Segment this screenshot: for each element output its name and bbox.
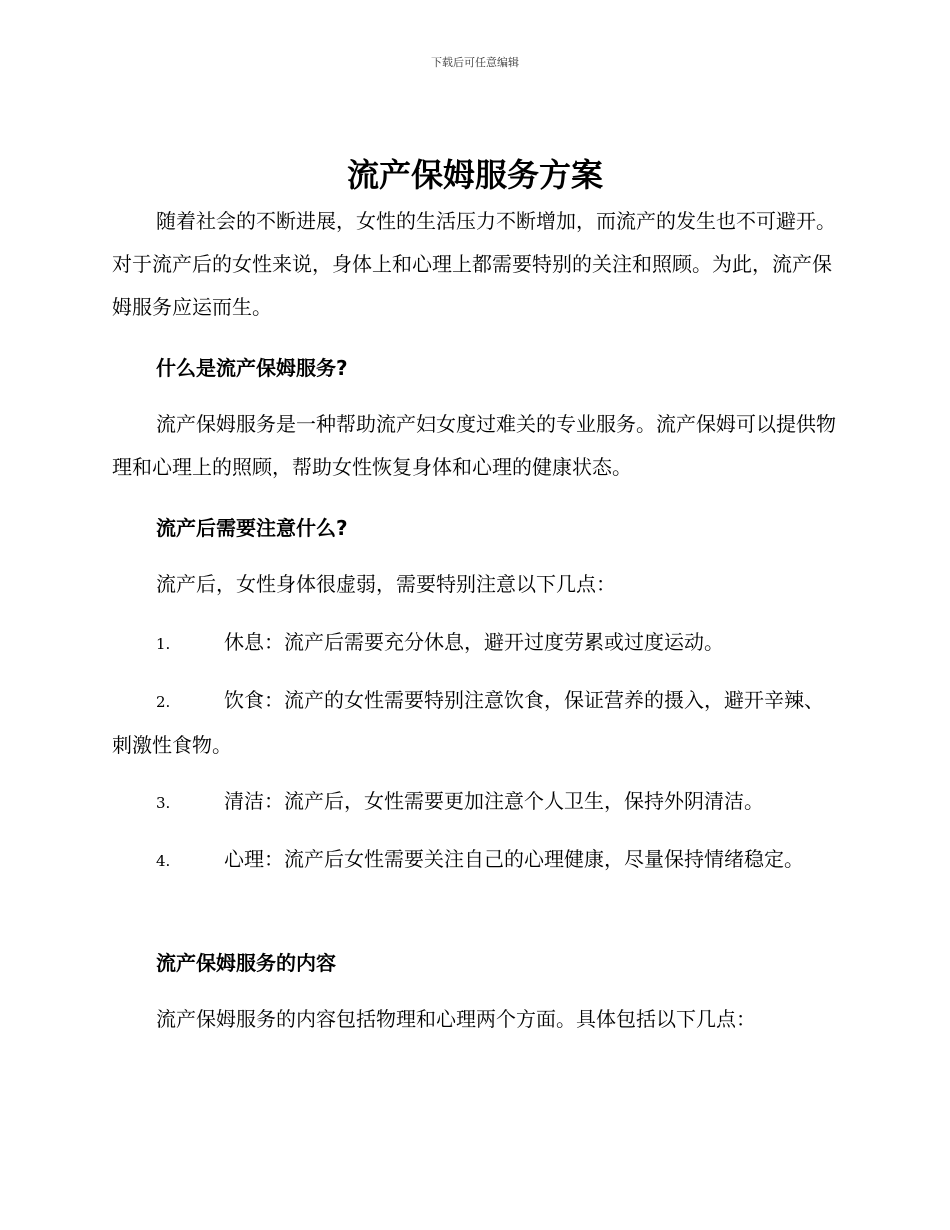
section-heading-precautions: 流产后需要注意什么? xyxy=(156,516,348,540)
intro-paragraph: 随着社会的不断进展，女性的生活压力不断增加，而流产的发生也不可避开。对于流产后的女性来说，身体上和心理上都需要特别的关注和照顾。为此，流产保姆服务应运而生。 xyxy=(112,209,836,319)
list-item xyxy=(112,679,838,767)
section1-paragraph: 流产保姆服务是一种帮助流产妇女度过难关的专业服务。流产保姆可以提供物理和心理上的照顾，帮助女性恢复身体和心理的健康状态。 xyxy=(112,412,836,479)
list-text: 饮食：流产的女性需要特别注意饮食，保证营养的摄入，避开辛辣、刺激性食物。 xyxy=(112,688,824,757)
list-number: 4. xyxy=(156,852,171,870)
list-item xyxy=(112,780,838,825)
document-title: 流产保姆服务方案 xyxy=(346,156,603,194)
list-text: 心理：流产后女性需要关注自己的心理健康，尽量保持情绪稳定。 xyxy=(224,847,804,871)
list-number: 2. xyxy=(156,693,171,711)
list-text: 清洁：流产后，女性需要更加注意个人卫生，保持外阴清洁。 xyxy=(224,789,764,813)
list-number: 1. xyxy=(156,635,171,653)
section-heading-service-content: 流产保姆服务的内容 xyxy=(156,951,336,975)
list-item xyxy=(112,838,838,883)
section3-paragraph: 流产保姆服务的内容包括物理和心理两个方面。具体包括以下几点： xyxy=(156,1007,756,1031)
list-number: 3. xyxy=(156,794,171,812)
header-note: 下载后可任意编辑 xyxy=(431,56,519,69)
section2-paragraph: 流产后，女性身体很虚弱，需要特别注意以下几点： xyxy=(156,572,616,596)
list-text: 休息：流产后需要充分休息，避开过度劳累或过度运动。 xyxy=(224,630,724,654)
list-item xyxy=(112,621,838,666)
section-heading-what-is: 什么是流产保姆服务? xyxy=(156,356,348,380)
